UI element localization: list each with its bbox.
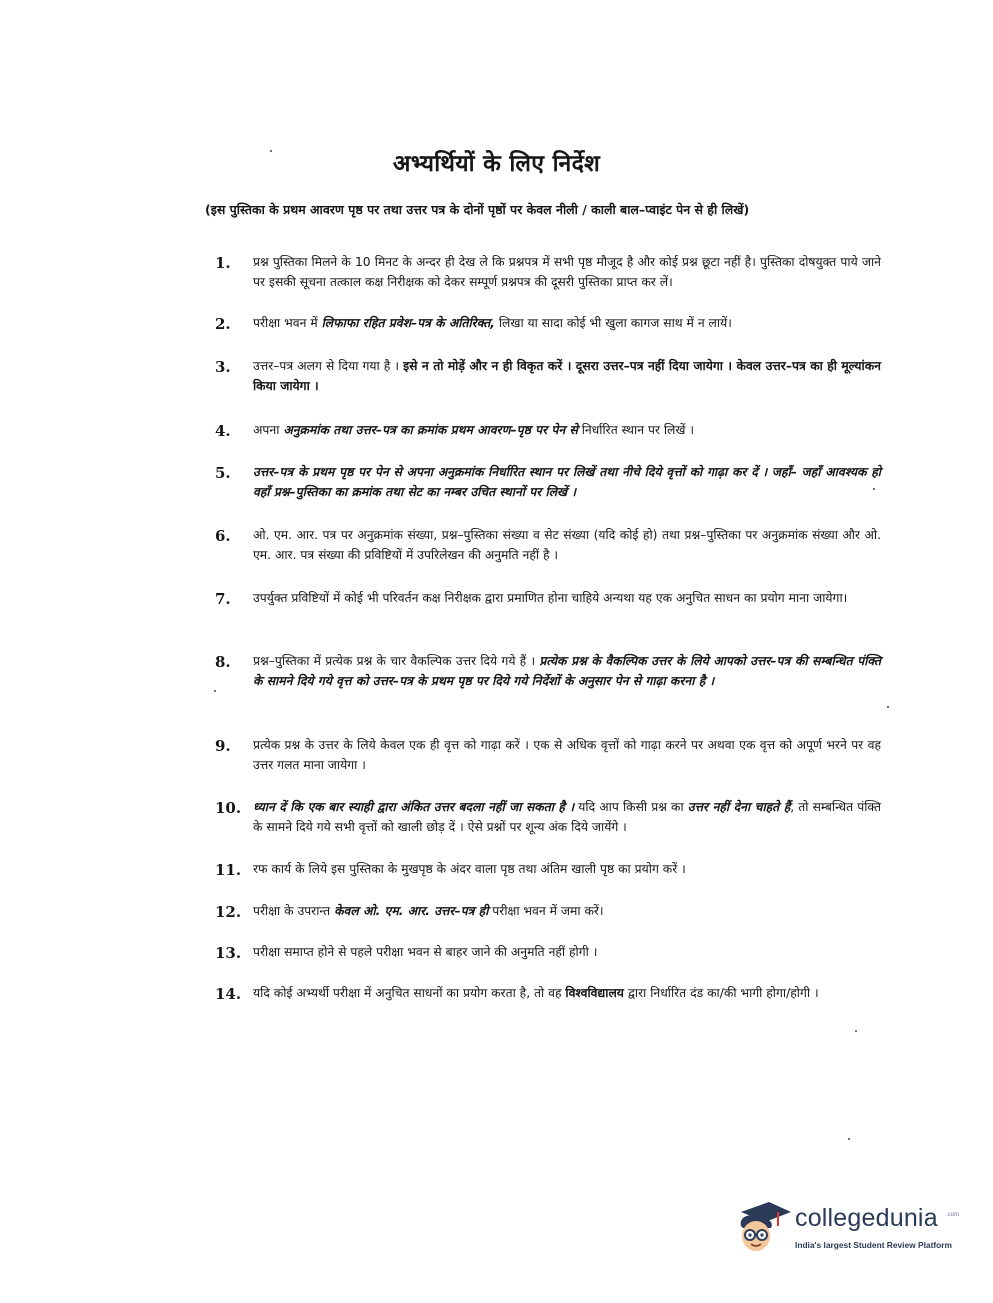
instruction-segment: इसे न तो मोड़ें और न ही विकृत करें । दूसरा उत्तर–पत्र नहीं दिया जायेगा । केवल उत्तर–पत्र का ही मूल्यांकन किया जायेगा । <box>253 359 881 393</box>
instruction-segment: परीक्षा समाप्त होने से पहले परीक्षा भवन से बाहर जाने की अनुमति नहीं होगी । <box>253 945 598 959</box>
instruction-number: 4. <box>215 422 231 440</box>
instruction-segment: रफ कार्य के लिये इस पुस्तिका के मुखपृष्ठ के अंदर वाला पृष्ठ तथा अंतिम खाली पृष्ठ का प्रयोग करें । <box>253 862 686 876</box>
instruction-number: 3. <box>215 358 231 376</box>
instruction-number: 7. <box>215 590 231 608</box>
collegedunia-watermark <box>733 1192 963 1262</box>
instruction-segment: लिखा या सादा कोई भी खुला कागज साथ में न लायें। <box>494 316 732 330</box>
scan-speck <box>848 1138 850 1140</box>
instruction-number: 1. <box>215 254 231 272</box>
brand-tagline: India's largest Student Review Platform <box>795 1240 952 1250</box>
instruction-segment: उत्तर–पत्र अलग से दिया गया है । <box>253 359 404 373</box>
instruction-segment: प्रत्येक प्रश्न के वैकल्पिक उत्तर के लिये आपको उत्तर–पत्र की सम्बन्धित पंक्ति के सामने दिये गये वृत्त को उत्तर–पत्र के प्रथम पृष्ठ पर दिये गये निर्देशों के अनुसार पेन से गाढ़ा करना है । <box>253 654 882 688</box>
collegedunia-mascot-icon <box>733 1198 793 1258</box>
instruction-text <box>253 588 881 608</box>
instruction-number: 9. <box>215 737 231 755</box>
instruction-segment: अनुक्रमांक तथा उत्तर–पत्र का क्रमांक प्रथम आवरण–पृष्ठ पर पेन से <box>283 423 578 437</box>
instruction-segment: प्रश्न–पुस्तिका में प्रत्येक प्रश्न के चार वैकल्पिक उत्तर दिये गये हैं । <box>253 654 540 668</box>
instruction-segment: अपना <box>253 423 284 437</box>
instruction-segment: प्रत्येक प्रश्न के उत्तर के लिये केवल एक ही वृत्त को गाढ़ा करें । एक से अधिक वृत्तों को गाढ़ा करने पर अथवा एक वृत्त को अपूर्ण भरने पर वह उत्तर गलत माना जायेगा । <box>253 738 881 772</box>
scan-speck <box>855 1030 857 1032</box>
instruction-segment: यदि आप किसी प्रश्न का <box>574 800 688 814</box>
instruction-text <box>253 525 881 565</box>
instruction-segment: केवल ओ. एम. आर. उत्तर–पत्र ही <box>334 904 489 918</box>
instruction-segment: विश्वविद्यालय <box>565 986 624 1000</box>
instruction-segment: निर्धारित स्थान पर लिखें । <box>577 423 695 437</box>
instruction-text <box>253 859 881 879</box>
instruction-number: 12. <box>215 903 242 921</box>
instruction-number: 5. <box>215 464 231 482</box>
instruction-number: 10. <box>215 799 242 817</box>
instruction-segment: परीक्षा भवन में <box>253 316 322 330</box>
instruction-segment: , तो सम्बन्धित पंक्ति के सामने दिये गये सभी वृत्तों को खाली छोड़ दें । ऐसे प्रश्नों पर शून्य अंक दिये जायेंगे । <box>253 800 882 834</box>
instruction-number: 11. <box>215 861 242 879</box>
instruction-segment: उत्तर नहीं देना चाहते हैं <box>687 800 791 814</box>
instruction-number: 13. <box>215 944 242 962</box>
instruction-text <box>253 651 881 691</box>
scan-speck <box>270 150 272 152</box>
instruction-text <box>253 462 881 502</box>
instruction-segment: परीक्षा भवन में जमा करें। <box>488 904 604 918</box>
instruction-text <box>253 901 881 921</box>
instruction-segment: उत्तर–पत्र के प्रथम पृष्ठ पर पेन से अपना अनुक्रमांक निर्धारित स्थान पर लिखें तथा नीचे दिये वृत्तों को गाढ़ा कर दें । जहाँ– जहाँ आवश्यक हो वहाँ प्रश्न–पुस्तिका का क्रमांक तथा सेट का नम्बर उचित स्थानों पर लिखें । <box>253 465 881 499</box>
instruction-segment: लिफाफा रहित प्रवेश–पत्र के अतिरिक्त, <box>321 316 495 330</box>
instruction-text <box>253 735 881 775</box>
instruction-text <box>253 942 881 962</box>
instruction-segment: प्रश्न पुस्तिका मिलने के 10 मिनट के अन्दर ही देख ले कि प्रश्नपत्र में सभी पृष्ठ मौजूद है और कोई प्रश्न छूटा नहीं है। पुस्तिका दोषयुक्त पाये जाने पर इसकी सूचना तत्काल कक्ष निरीक्षक को देकर सम्पूर्ण प्रश्नपत्र की दूसरी पुस्तिका प्राप्त कर लें। <box>253 255 881 289</box>
instruction-number: 8. <box>215 653 231 671</box>
instruction-text <box>253 356 881 396</box>
page-subtitle: (इस पुस्तिका के प्रथम आवरण पृष्ठ पर तथा उत्तर पत्र के दोनों पृष्ठों पर केवल नीली / काली बाल–प्वाइंट पेन से ही लिखें) <box>205 202 750 217</box>
instruction-number: 14. <box>215 985 242 1003</box>
instruction-segment: उपर्युक्त प्रविष्टियों में कोई भी परिवर्तन कक्ष निरीक्षक द्वारा प्रमाणित होना चाहिये अन्यथा यह एक अनुचित साधन का प्रयोग माना जायेगा। <box>253 591 848 605</box>
instruction-segment: परीक्षा के उपरान्त <box>253 904 335 918</box>
scan-speck <box>873 488 875 490</box>
instruction-text <box>253 252 881 292</box>
instruction-text <box>253 983 881 1003</box>
instruction-number: 6. <box>215 527 231 545</box>
instruction-segment: ओ. एम. आर. पत्र पर अनुक्रमांक संख्या, प्रश्न–पुस्तिका संख्या व सेट संख्या (यदि कोई हो) तथा प्रश्न–पुस्तिका पर अनुक्रमांक संख्या और ओ. एम. आर. पत्र संख्या की प्रविष्टियों में उपरिलेखन की अनुमति नहीं है । <box>253 528 881 562</box>
page-title: अभ्यर्थियों के लिए निर्देश <box>392 151 601 177</box>
instruction-text <box>253 420 881 440</box>
brand-name: collegedunia <box>795 1204 938 1232</box>
instruction-text <box>253 797 881 837</box>
scan-speck <box>214 690 216 692</box>
scan-speck <box>887 706 889 708</box>
instruction-segment: द्वारा निर्धारित दंड का/की भागी होगा/होगी । <box>623 986 819 1000</box>
brand-dotcom: .com <box>946 1212 960 1218</box>
instruction-segment: यदि कोई अभ्यर्थी परीक्षा में अनुचित साधनों का प्रयोग करता है, तो वह <box>253 986 566 1000</box>
instruction-number: 2. <box>215 315 231 333</box>
instruction-text <box>253 313 881 333</box>
instruction-segment: ध्यान दें कि एक बार स्याही द्वारा अंकित उत्तर बदला नहीं जा सकता है । <box>253 800 575 814</box>
